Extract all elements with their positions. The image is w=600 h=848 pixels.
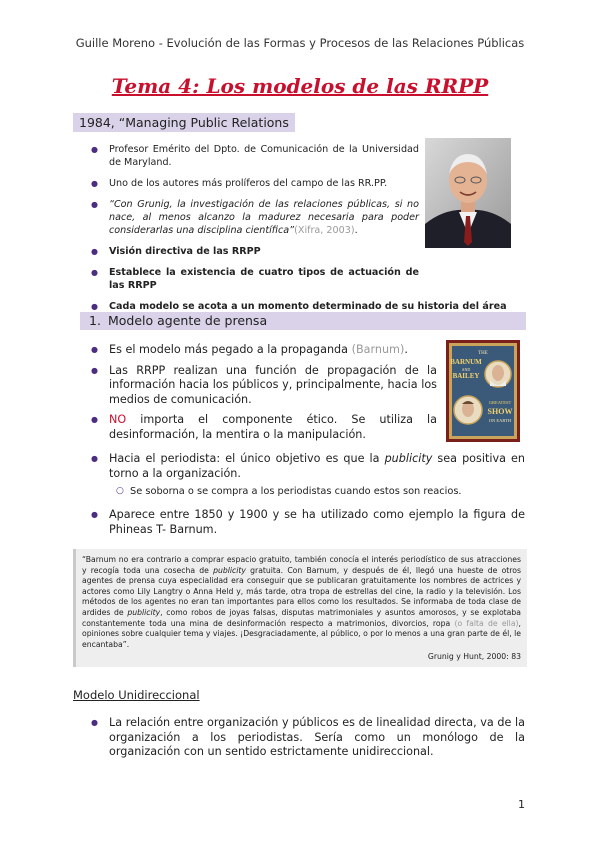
poster-text: GREATEST [488,400,512,405]
sub-bullet: ○ Se soborna o se compra a los periodistas cuando estos son reacios. [130,486,462,497]
bullet-text: Establece la existencia de cuatro tipos de actuación de las RRPP [109,267,419,291]
bullet-text: Cada modelo se acota a un momento determinado de su historia del área [109,301,507,312]
quote-text: , opiniones sobre cualquier tema y viajes. ¡Desgraciadamente, al público, o por lo menos a una gran parte de él, le encantaba”. [82,618,521,649]
quote-text: “Barnum no era contrario a comprar espacio gratuito, también conocía el interés periodístico de sus atracciones y recogía toda una cosecha de [82,555,521,575]
bullet-text: Uno de los autores más prolíferos del campo de las RR.PP. [109,178,388,189]
agente-bullet-list-2 [89,452,525,487]
list-item [89,364,437,408]
italic-term: publicity [213,565,246,575]
list-item [89,245,419,258]
italic-term: publicity [384,452,433,465]
bullet-text: Visión directiva de las RRPP [109,246,261,257]
list-item: ● Es el modelo más pegado a la propaganda (Barnum). [89,343,437,358]
citation: (Barnum) [351,343,405,356]
barnum-poster-image [446,340,520,442]
section-title: Modelo agente de prensa [108,313,268,328]
page-title: Tema 4: Los modelos de las RRPP [111,74,489,98]
page-header: Guille Moreno - Evolución de las Formas y Procesos de las Relaciones Públicas [75,36,525,50]
bullet-text: Es el modelo más pegado a la propaganda [109,343,349,356]
agente-bullet-list [89,343,437,448]
poster-text: SHOW [487,407,513,416]
quote-text: , como robos de joyas falsas, disputas matrimoniales y asuntos amorosos, y se explotaba constantemente toda una mina de desinformación respecto a matrimonios, divorcios, ropa [82,607,521,628]
section-heading-1984: 1984, “Managing Public Relations [73,113,295,132]
subheading-modelo-unidireccional: Modelo Unidireccional [73,688,200,702]
quote-aside: (o falta de ella) [454,618,519,628]
poster-text: BAILEY [452,372,480,380]
list-item [89,716,525,760]
quote-text: gratuita. Con Barnum, y después de él, llegó una hueste de otros agentes de prensa cuya especialidad era conseguir que se publicaran gratuitamente los nombres de actrices y actores como Lily Langtry o Anna Held y, más tarde, otra tropa de estrellas del cine, la radio y la televisión. Los métodos de los agentes no eran tan importantes para ellos como los resultados. Se informaba de toda clase de ardides de [82,565,521,617]
list-item [89,266,419,292]
bullet-text: importa el componente ético. Se utiliza la desinformación, la mentira o la manipulación. [109,413,437,441]
list-item [89,143,419,169]
page-number: 1 [518,798,525,811]
agente-bullet-list-3 [89,508,525,543]
list-item: ● “Con Grunig, la investigación de las relaciones públicas, si no nace, al menos alcanzo la madurez necesaria para poder considerarlas una disciplina científica”(Xifra, 2003). [89,198,419,237]
list-item [89,452,525,481]
emphasis-no: NO [109,413,127,426]
citation: (Xifra, 2003) [294,225,355,236]
poster-text: AND [461,367,471,372]
bullet-text: sea positiva en torno a la organización. [109,452,525,480]
poster-text: ON EARTH [488,418,512,423]
bullet-text: La relación entre organización y públicos es de linealidad directa, va de la organización a los periodistas. Sería como un monólogo de la organización con un sentido estrictamente unidireccional. [109,716,525,758]
barnum-quote-block [73,549,527,667]
list-item [89,413,437,442]
italic-term: publicity [127,607,161,617]
list-item [89,177,419,190]
quote-source: Grunig y Hunt, 2000: 83 [427,652,521,662]
section-number: 1. [89,313,101,328]
bullet-text: Las RRPP realizan una función de propagación de la información hacia los públicos y, principalmente, hacia los medios de comunicación. [109,363,437,406]
bullet-text: Profesor Emérito del Dpto. de Comunicación de la Universidad de Maryland. [109,144,419,168]
list-item [89,508,525,537]
unidireccional-bullet-list [89,716,525,760]
bullet-text: Aparece entre 1850 y 1900 y se ha utilizado como ejemplo la figura de Phineas T- Barnum. [109,508,525,536]
grunig-bullet-list [89,143,507,321]
section-heading-modelo-agente [80,312,526,330]
poster-text: THE [478,351,488,356]
grunig-quote-text: “Con Grunig, la investigación de las relaciones públicas, si no nace, al menos alcanzo la madurez necesaria para poder considerarlas una disciplina científica” [109,199,419,236]
poster-text: BARNUM [450,358,482,366]
portrait-photo [425,138,511,248]
bullet-text: Hacia el periodista: el único objetivo es que la [109,452,385,465]
